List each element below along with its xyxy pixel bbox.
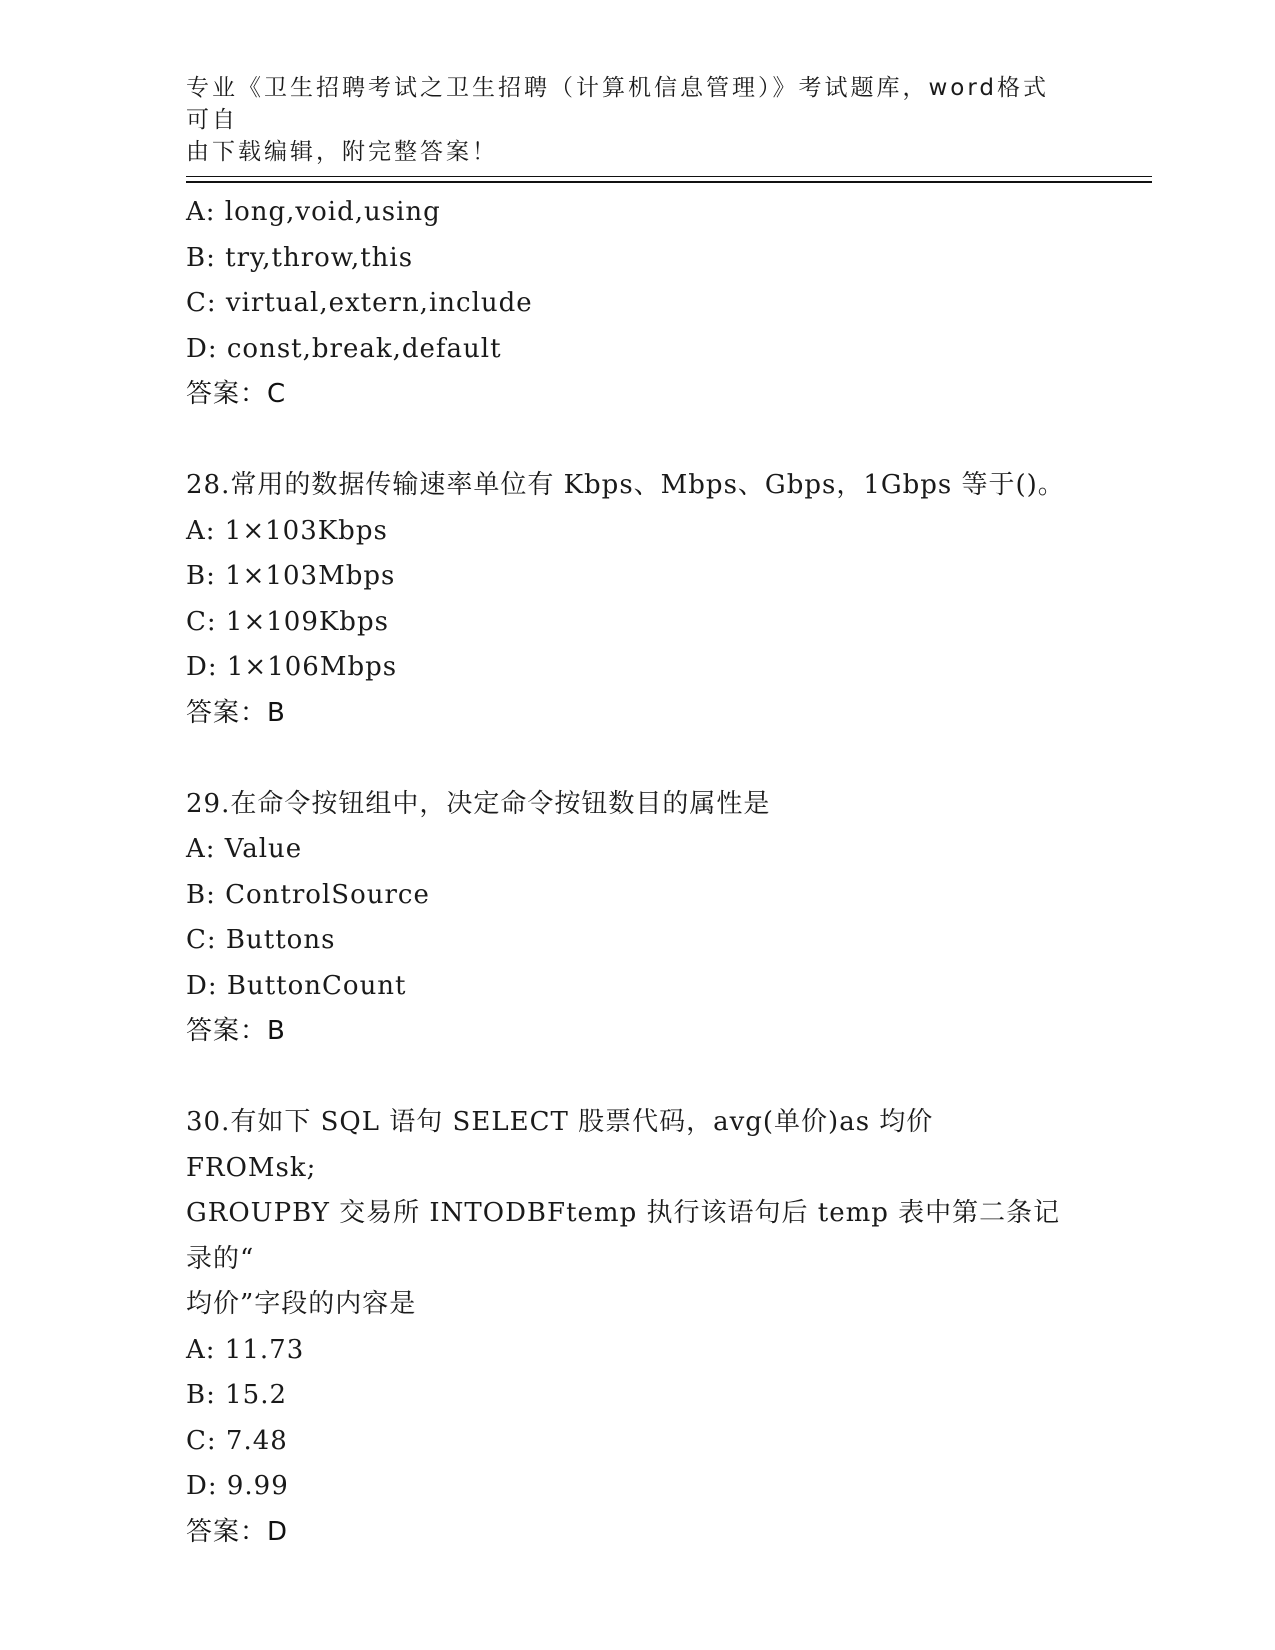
option-a: A: 1×103Kbps [186, 515, 388, 546]
option-d: D: const,break,default [186, 333, 502, 364]
question-27 [186, 190, 1086, 418]
header-line-1: 专业《卫生招聘考试之卫生招聘（计算机信息管理）》考试题库，word格式可自 [186, 75, 1050, 133]
question-text-line-2: GROUPBY 交易所 INTODBFtemp 执行该语句后 temp 表中第二条记录的“ [186, 1198, 1061, 1274]
option-c: C: 1×109Kbps [186, 606, 389, 637]
answer: 答案：D [186, 1516, 289, 1547]
header-divider-thick [186, 181, 1152, 183]
question-30 [186, 1100, 1086, 1555]
option-c: C: virtual,extern,include [186, 288, 533, 318]
question-text: 28.常用的数据传输速率单位有 Kbps、Mbps、Gbps，1Gbps 等于()。 [186, 470, 1065, 500]
question-text-line-3: 均价”字段的内容是 [186, 1289, 417, 1319]
option-d: D: 9.99 [186, 1471, 289, 1501]
question-list [186, 190, 1086, 1555]
option-d: D: ButtonCount [186, 970, 407, 1001]
answer: 答案：C [186, 379, 287, 409]
spacer [186, 418, 1086, 464]
option-a: A: 11.73 [186, 1334, 305, 1365]
spacer [186, 736, 1086, 782]
option-b: B: ControlSource [186, 879, 430, 910]
answer: 答案：B [186, 1016, 286, 1046]
question-text-line-1: 30.有如下 SQL 语句 SELECT 股票代码，avg(单价)as 均价 FROMsk; [186, 1107, 934, 1183]
header-line-2: 由下载编辑，附完整答案！ [186, 139, 498, 165]
question-29 [186, 782, 1086, 1055]
option-b: B: try,throw,this [186, 242, 414, 273]
option-b: B: 15.2 [186, 1380, 288, 1410]
option-d: D: 1×106Mbps [186, 652, 398, 682]
document-header [186, 72, 1066, 168]
spacer [186, 1055, 1086, 1101]
option-c: C: 7.48 [186, 1425, 288, 1456]
answer: 答案：B [186, 697, 286, 728]
question-28 [186, 463, 1086, 736]
question-text: 29.在命令按钮组中，决定命令按钮数目的属性是 [186, 788, 771, 819]
option-b: B: 1×103Mbps [186, 561, 396, 591]
option-a: A: Value [186, 834, 303, 864]
option-a: A: long,void,using [186, 197, 441, 227]
option-c: C: Buttons [186, 925, 336, 955]
header-divider-thin [186, 176, 1152, 177]
